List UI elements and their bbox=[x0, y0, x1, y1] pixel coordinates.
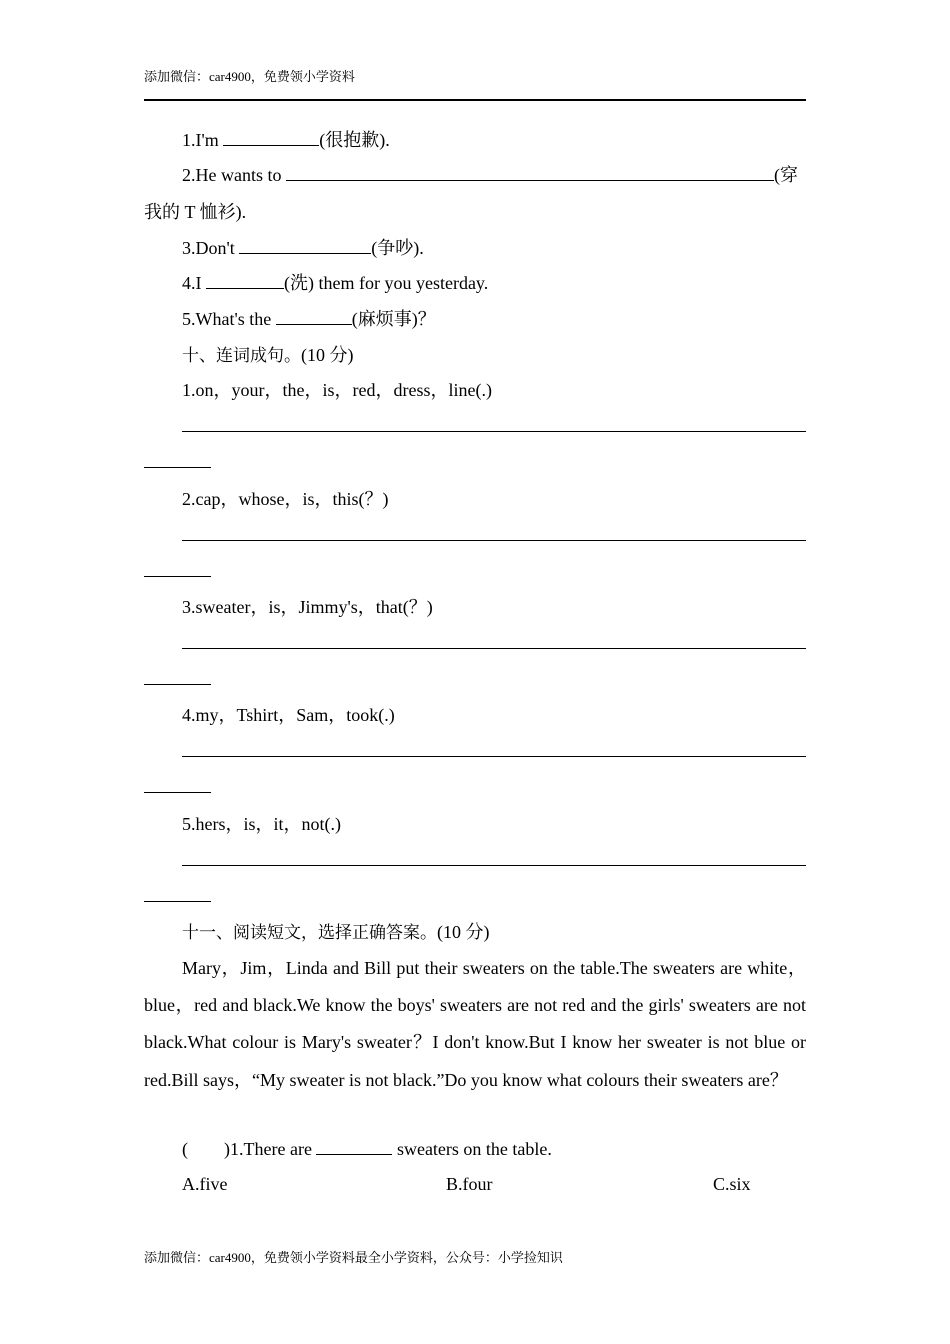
section-10-title: 十、连词成句。 bbox=[182, 346, 301, 366]
reading-passage: Mary，Jim，Linda and Bill put their sweaters on the table.The sweaters are white，blue，red and black.We know the boys' sweaters are not red and the girls' sweaters are not black.What colour is Mary's sweater？I don't know.But I know her sweater is not blue or red.Bill says，“My sweater is not black.”Do you know what colours their sweaters are？ bbox=[144, 958, 806, 1090]
translate-item-4 bbox=[182, 269, 488, 295]
answer-line-continuation[interactable] bbox=[144, 684, 211, 685]
answer-line-continuation[interactable] bbox=[144, 901, 211, 902]
reorder-item-5: 5.hers，is，it，not(.) bbox=[182, 814, 341, 834]
section-11-score: (10 分) bbox=[437, 922, 490, 942]
answer-line-continuation[interactable] bbox=[144, 467, 211, 468]
fill-blank[interactable] bbox=[316, 1138, 392, 1155]
fill-blank[interactable] bbox=[206, 272, 284, 289]
answer-line[interactable] bbox=[182, 756, 806, 757]
header-divider bbox=[144, 99, 806, 101]
answer-line[interactable] bbox=[182, 865, 806, 866]
item-prefix: 3.Don't bbox=[182, 238, 240, 258]
reorder-item-4: 4.my，Tshirt，Sam，took(.) bbox=[182, 705, 395, 725]
translate-item-5 bbox=[182, 305, 436, 331]
option-c[interactable]: C.six bbox=[713, 1174, 751, 1194]
item-suffix: (洗) them for you yesterday. bbox=[284, 273, 489, 293]
translate-item-2 bbox=[182, 161, 798, 187]
translate-item-1 bbox=[182, 126, 390, 152]
fill-blank[interactable] bbox=[239, 237, 371, 254]
fill-blank[interactable] bbox=[286, 164, 774, 181]
question-prefix: 1.There are bbox=[230, 1139, 317, 1159]
reorder-item-2: 2.cap，whose，is，this(？) bbox=[182, 489, 389, 509]
translate-item-2-continuation: 我的 T 恤衫). bbox=[144, 202, 247, 222]
translate-item-3 bbox=[182, 234, 424, 260]
item-prefix: 1.I'm bbox=[182, 130, 224, 150]
fill-blank[interactable] bbox=[223, 129, 319, 146]
question-suffix: sweaters on the table. bbox=[392, 1139, 552, 1159]
page-header: 添加微信：car4900，免费领小学资料 bbox=[144, 69, 355, 84]
page-footer: 添加微信：car4900，免费领小学资料最全小学资料，公众号：小学捡知识 bbox=[144, 1250, 563, 1265]
answer-line[interactable] bbox=[182, 648, 806, 649]
item-suffix: (穿 bbox=[773, 165, 798, 185]
answer-line-continuation[interactable] bbox=[144, 576, 211, 577]
item-prefix: 4.I bbox=[182, 273, 206, 293]
option-b[interactable]: B.four bbox=[446, 1174, 493, 1194]
section-10-heading bbox=[182, 341, 354, 367]
answer-line[interactable] bbox=[182, 540, 806, 541]
option-a[interactable]: A.five bbox=[182, 1174, 228, 1194]
answer-bracket[interactable]: ( ) bbox=[182, 1139, 230, 1159]
item-suffix: (麻烦事)？ bbox=[351, 309, 436, 329]
answer-line[interactable] bbox=[182, 431, 806, 432]
section-10-score: (10 分) bbox=[301, 345, 354, 365]
item-suffix: (很抱歉). bbox=[319, 130, 390, 150]
question-1 bbox=[182, 1138, 552, 1160]
item-prefix: 5.What's the bbox=[182, 309, 276, 329]
item-suffix: (争吵). bbox=[371, 238, 424, 258]
section-11-heading bbox=[182, 918, 490, 944]
reorder-item-3: 3.sweater，is，Jimmy's，that(？) bbox=[182, 597, 433, 617]
item-prefix: 2.He wants to bbox=[182, 165, 286, 185]
answer-line-continuation[interactable] bbox=[144, 792, 211, 793]
reorder-item-1: 1.on，your，the，is，red，dress，line(.) bbox=[182, 380, 492, 400]
section-11-title: 十一、阅读短文，选择正确答案。 bbox=[182, 923, 437, 943]
fill-blank[interactable] bbox=[276, 308, 352, 325]
